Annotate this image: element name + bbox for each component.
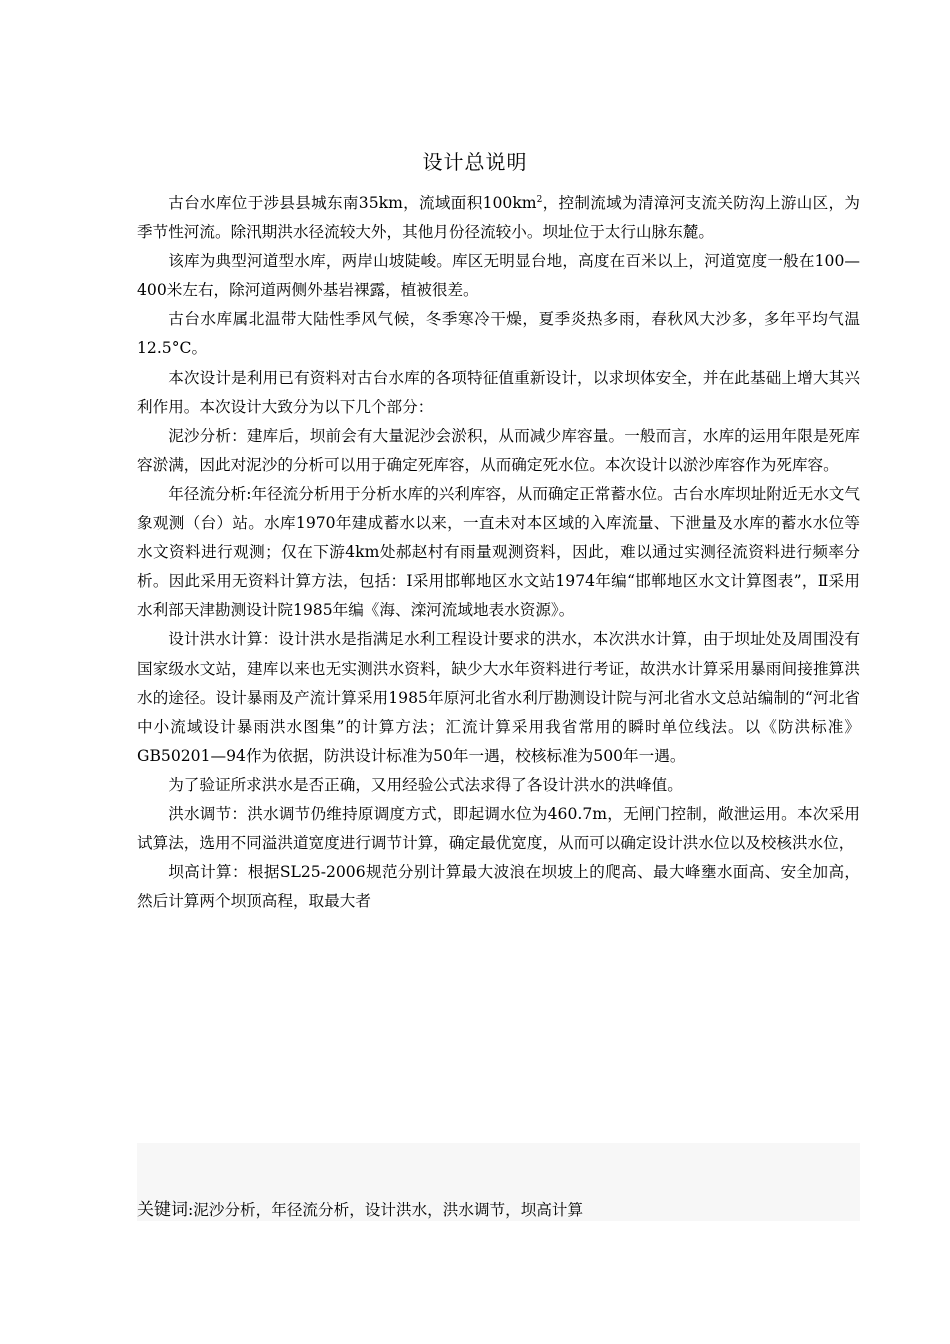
paragraph-4: 本次设计是利用已有资料对古台水库的各项特征值重新设计，以求坝体安全，并在此基础上增大其兴利作用。本次设计大致分为以下几个部分： <box>137 368 860 416</box>
paragraph-annual-runoff: 年径流分析:年径流分析用于分析水库的兴利库容，从而确定正常蓄水位。古台水库坝址附近无水文气象观测（台）站。水库1970年建成蓄水以来，一直未对本区域的入库流量、下泄量及水库的蓄水水位等水文资料进行观测；仅在下游4km处郝赵村有雨量观测资料，因此，难以通过实测径流资料进行频率分析。因此采用无资料计算方法，包括：Ⅰ采用邯郸地区水文站1974年编“邯郸地区水文计算图表”，Ⅱ采用水利部天津勘测设计院1985年编《海、滦河流域地表水资源》。 <box>137 484 860 620</box>
paragraph-1-text: 古台水库位于涉县县城东南35km，流域面积100km <box>168 194 537 212</box>
paragraph-design-flood: 设计洪水计算：设计洪水是指满足水利工程设计要求的洪水，本次洪水计算，由于坝址处及周围没有国家级水文站，建库以来也无实测洪水资料，缺少大水年资料进行考证，故洪水计算采用暴雨间接推算洪水的途径。设计暴雨及产流计算采用1985年原河北省水利厅勘测设计院与河北省水文总站编制的“河北省中小流域设计暴雨洪水图集”的计算方法；汇流计算采用我省常用的瞬时单位线法。以《防洪标准》GB50201—94作为依据，防洪设计标准为50年一遇，校核标准为500年一遇。 <box>137 630 860 765</box>
paragraph-2: 该库为典型河道型水库，两岸山坡陡峻。库区无明显台地，高度在百米以上，河道宽度一般在100—400米左右，除河道两侧外基岩裸露，植被很差。 <box>137 252 860 300</box>
paragraph-dam-height: 坝高计算：根据SL25-2006规范分别计算最大波浪在坝坡上的爬高、最大峰壅水面高、安全加高，然后计算两个坝顶高程，取最大者 <box>137 863 860 911</box>
paragraph-flood-verification: 为了验证所求洪水是否正确，又用经验公式法求得了各设计洪水的洪峰值。 <box>168 775 683 794</box>
document-body <box>137 189 860 916</box>
paragraph-flood-regulation: 洪水调节：洪水调节仍维持原调度方式，即起调水位为460.7m，无闸门控制，敞泄运用。本次采用试算法，选用不同溢洪道宽度进行调节计算，确定最优宽度，从而可以确定设计洪水位以及校核洪水位， <box>137 804 860 853</box>
document-title: 设计总说明 <box>422 150 528 174</box>
paragraph-1 <box>137 189 860 247</box>
keywords-line <box>137 1196 860 1224</box>
superscript-2: 2 <box>536 194 543 205</box>
keywords-label: 关键词 <box>137 1200 188 1220</box>
paragraph-3: 古台水库属北温带大陆性季风气候，冬季寒冷干燥，夏季炎热多雨，春秋风大沙多，多年平均气温12.5°C。 <box>137 310 860 358</box>
paragraph-sediment-analysis: 泥沙分析：建库后，坝前会有大量泥沙会淤积，从而减少库容量。一般而言，水库的运用年限是死库容淤满，因此对泥沙的分析可以用于确定死库容，从而确定死水位。本次设计以淤沙库容作为死库容。 <box>137 426 860 474</box>
keywords-text: 泥沙分析，年径流分析，设计洪水，洪水调节，坝高计算 <box>193 1201 584 1219</box>
keywords-colon: : <box>188 1201 194 1219</box>
paragraph-1-text-cont: ，控制流域为清漳河支流关防沟上游山区，为季节性河流。除汛期洪水径流较大外，其他月份径流较小。坝址位于太行山脉东麓。 <box>137 194 860 242</box>
